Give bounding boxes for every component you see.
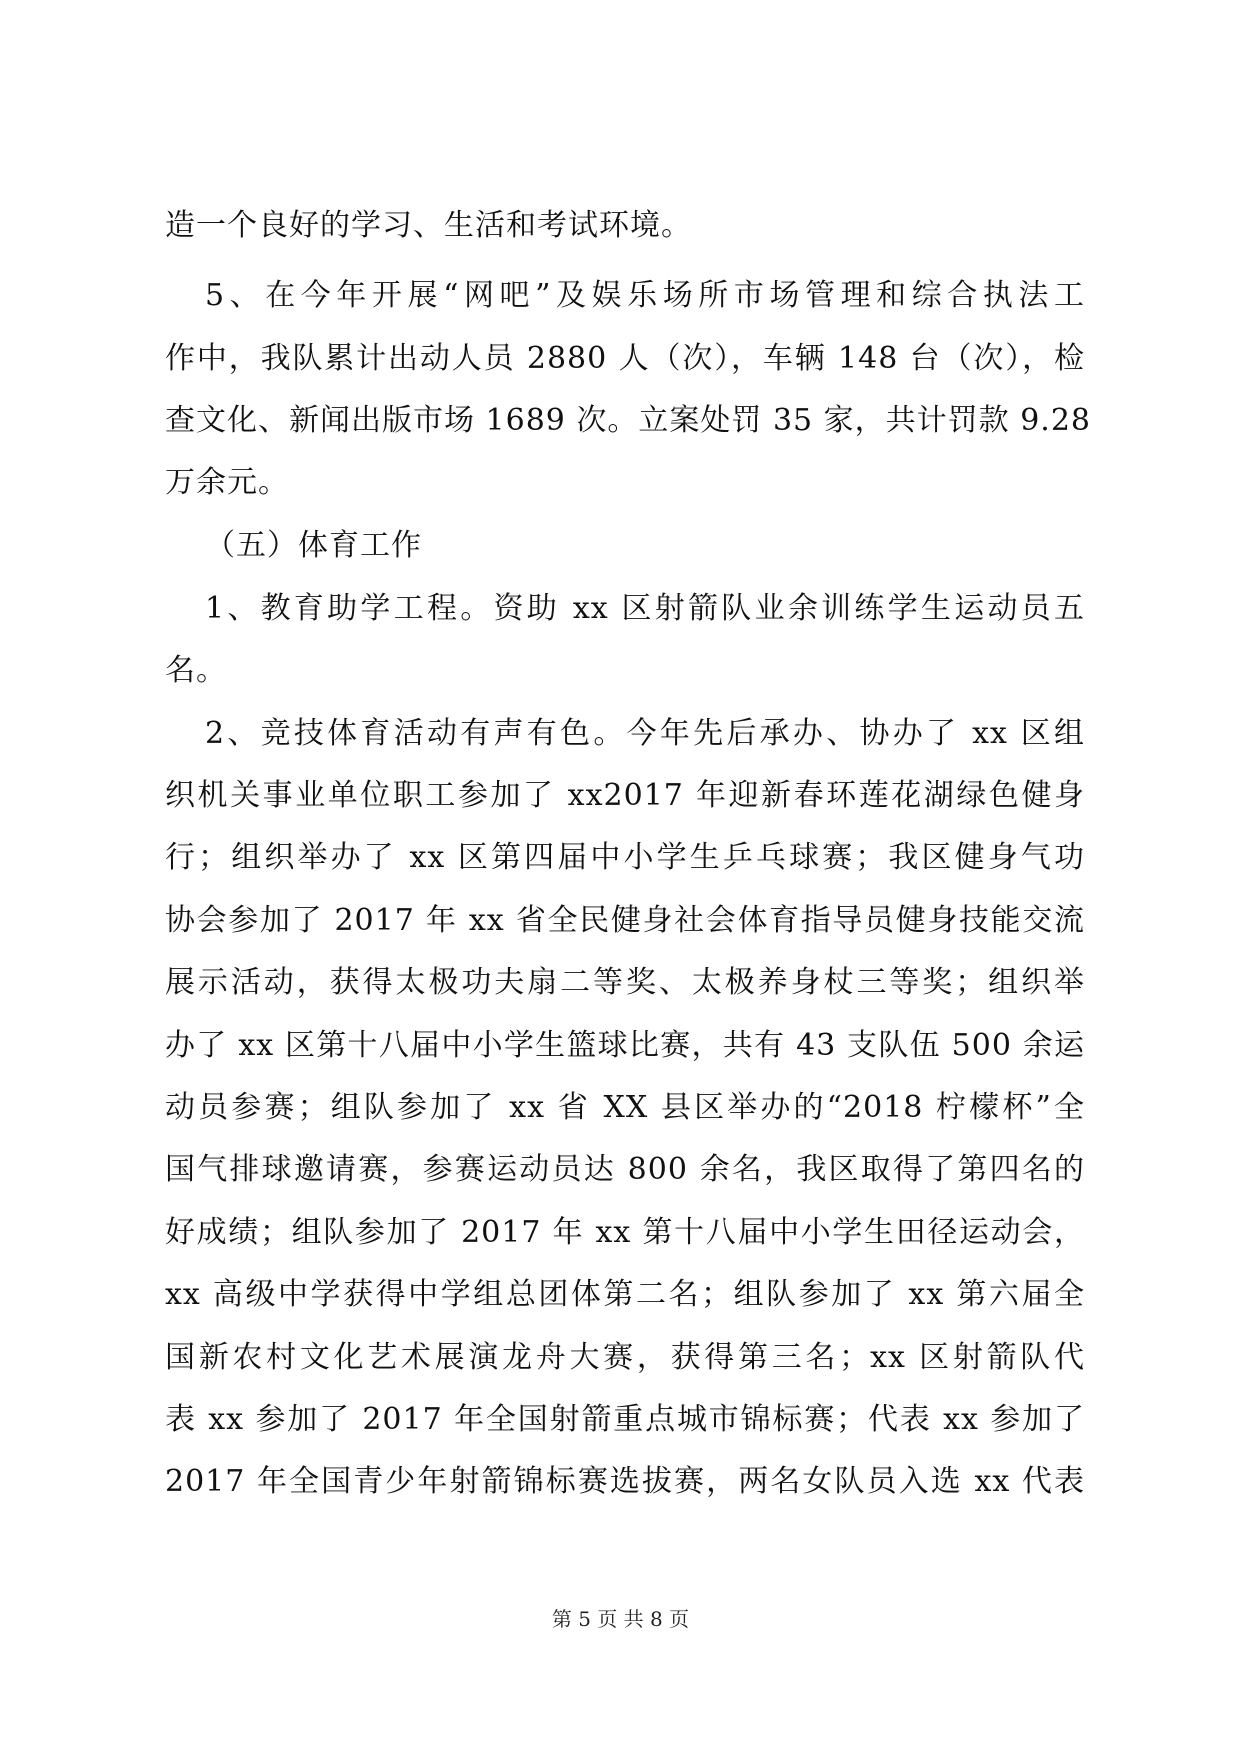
text-line: 名。 <box>165 653 227 688</box>
text-line: 作中，我队累计出动人员 2880 人（次），车辆 148 台（次），检 <box>165 341 1085 376</box>
section-heading: （五）体育工作 <box>205 528 422 563</box>
text-line: xx 高级中学获得中学组总团体第二名；组队参加了 xx 第六届全 <box>165 1277 1085 1312</box>
text-line: 展示活动，获得太极功夫扇二等奖、太极养身杖三等奖；组织举 <box>165 965 1085 1000</box>
text-line: 1、教育助学工程。资助 xx 区射箭队业余训练学生运动员五 <box>205 591 1085 626</box>
text-line: 织机关事业单位职工参加了 xx2017 年迎新春环莲花湖绿色健身 <box>165 778 1085 813</box>
text-line: 万余元。 <box>165 465 289 500</box>
text-line: 国气排球邀请赛，参赛运动员达 800 余名，我区取得了第四名的 <box>165 1152 1085 1187</box>
text-line: 协会参加了 2017 年 xx 省全民健身社会体育指导员健身技能交流 <box>165 903 1085 938</box>
text-line: 造一个良好的学习、生活和考试环境。 <box>165 208 692 243</box>
text-line: 国新农村文化艺术展演龙舟大赛，获得第三名；xx 区射箭队代 <box>165 1340 1085 1375</box>
text-line: 5、在今年开展“网吧”及娱乐场所市场管理和综合执法工 <box>205 278 1085 313</box>
text-line: 查文化、新闻出版市场 1689 次。立案处罚 35 家，共计罚款 9.28 <box>165 403 1091 438</box>
text-line: 表 xx 参加了 2017 年全国射箭重点城市锦标赛；代表 xx 参加了 <box>165 1402 1085 1437</box>
text-line: 行；组织举办了 xx 区第四届中小学生乒乓球赛；我区健身气功 <box>165 840 1085 875</box>
text-line: 好成绩；组队参加了 2017 年 xx 第十八届中小学生田径运动会， <box>165 1215 1085 1250</box>
text-line: 2、竞技体育活动有声有色。今年先后承办、协办了 xx 区组 <box>205 716 1085 751</box>
page-footer: 第 5 页 共 8 页 <box>551 1607 690 1631</box>
text-line: 2017 年全国青少年射箭锦标赛选拔赛，两名女队员入选 xx 代表 <box>165 1464 1085 1499</box>
text-line: 动员参赛；组队参加了 xx 省 XX 县区举办的“2018 柠檬杯”全 <box>165 1090 1085 1125</box>
text-line: 办了 xx 区第十八届中小学生篮球比赛，共有 43 支队伍 500 余运 <box>165 1028 1085 1063</box>
